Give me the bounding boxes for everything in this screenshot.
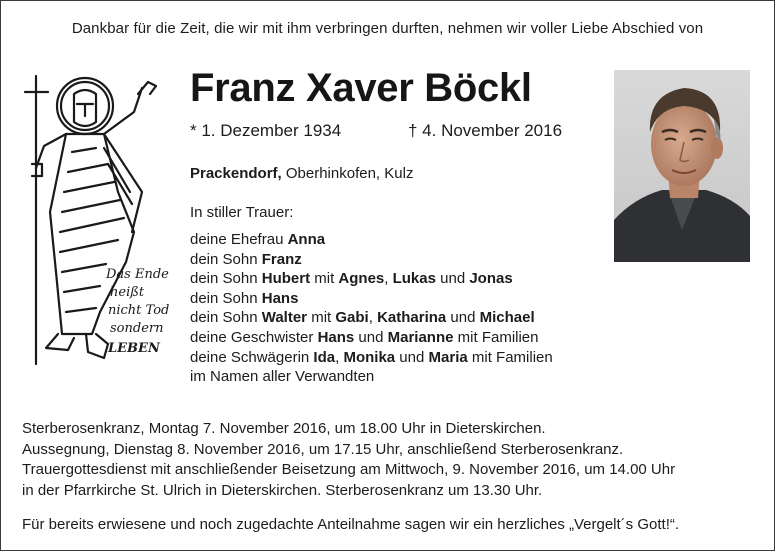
mourner-relation: , [368, 309, 378, 327]
mourner-relation: mit Familien [467, 348, 553, 366]
mourner-relation: dein Sohn [190, 289, 262, 307]
birth-date: * 1. Dezember 1934 [190, 121, 342, 140]
mourners-list [190, 230, 553, 387]
place-main: Prackendorf, [190, 165, 282, 182]
mourner-name: Monika [343, 348, 396, 366]
caption-line: sondern [110, 321, 164, 336]
service-line: Sterberosenkranz, Montag 7. November 2016, um 18.00 Uhr in Dieterskirchen. [22, 420, 546, 437]
deceased-name: Franz Xaver Böckl [190, 66, 532, 110]
service-line: Trauergottesdienst mit anschließender Beisetzung am Mittwoch, 9. November 2016, um 14.00 Uhr [22, 461, 676, 478]
mourner-line [190, 269, 553, 289]
mourner-name: Hans [317, 328, 355, 346]
mourner-name: Agnes [338, 270, 385, 288]
mourner-relation: und [435, 270, 470, 288]
mourner-name: Gabi [335, 309, 369, 327]
mourning-title: In stiller Trauer: [190, 204, 294, 221]
mourner-name: Walter [261, 309, 308, 327]
thanks-text: Für bereits erwiesene und noch zugedachte Anteilnahme sagen wir ein herzliches „Vergelt´s Gott!“. [22, 516, 680, 533]
mourner-relation: und [354, 328, 388, 346]
mourner-line [190, 328, 553, 348]
mourner-relation: mit [307, 309, 336, 327]
mourner-relation: und [446, 309, 480, 327]
service-line: in der Pfarrkirche St. Ulrich in Dieterskirchen. Sterberosenkranz um 13.30 Uhr. [22, 481, 543, 499]
mourner-name: Anna [287, 231, 326, 248]
mourner-name: Hubert [261, 270, 311, 288]
mourner-name: Jonas [469, 270, 513, 288]
mourner-name: Hans [261, 289, 299, 307]
portrait-photo [614, 70, 750, 262]
mourner-name: Lukas [392, 270, 436, 288]
risen-christ-drawing-icon [22, 72, 170, 372]
mourner-name: Ida [313, 348, 336, 366]
service-line: Aussegnung, Dienstag 8. November 2016, um 17.15 Uhr, anschließend Sterberosenkranz. [22, 440, 624, 458]
places [190, 165, 413, 182]
service-details [22, 419, 675, 501]
mourner-name: Maria [428, 348, 468, 366]
mourner-name: Marianne [387, 328, 454, 346]
mourner-relation: deine Schwägerin [190, 348, 314, 366]
mourner-name: Franz [261, 250, 302, 268]
mourner-relation: mit [310, 270, 339, 288]
life-dates [190, 121, 563, 141]
mourner-line [190, 230, 553, 250]
mourner-relation: und [395, 348, 429, 366]
intro-text: Dankbar für die Zeit, die wir mit ihm verbringen durften, nehmen wir voller Liebe Abschied von [71, 20, 704, 37]
death-date: † 4. November 2016 [408, 121, 563, 140]
mourner-relation: dein Sohn [190, 270, 262, 288]
mourner-line [190, 348, 553, 368]
mourner-line [190, 367, 553, 387]
mourner-line [190, 308, 553, 328]
mourner-relation: mit Familien [453, 328, 539, 346]
caption-line: LEBEN [108, 341, 160, 356]
caption-line: heißt [110, 285, 145, 300]
mourner-relation: , [384, 270, 393, 288]
place-others: Oberhinkofen, Kulz [281, 165, 414, 182]
mourner-relation: , [335, 348, 344, 366]
mourner-name: Michael [479, 309, 535, 327]
mourner-name: Katharina [377, 309, 447, 327]
mourner-line [190, 250, 553, 270]
mourner-relation: deine Ehefrau [190, 231, 288, 248]
mourner-relation: dein Sohn [190, 309, 262, 327]
caption-line: nicht Tod [108, 303, 170, 318]
mourner-relation: im Namen aller Verwandten [190, 368, 375, 386]
mourner-relation: dein Sohn [190, 250, 262, 268]
caption-line: Das Ende [106, 267, 169, 282]
mourner-line [190, 289, 553, 309]
mourner-relation: deine Geschwister [190, 328, 318, 346]
